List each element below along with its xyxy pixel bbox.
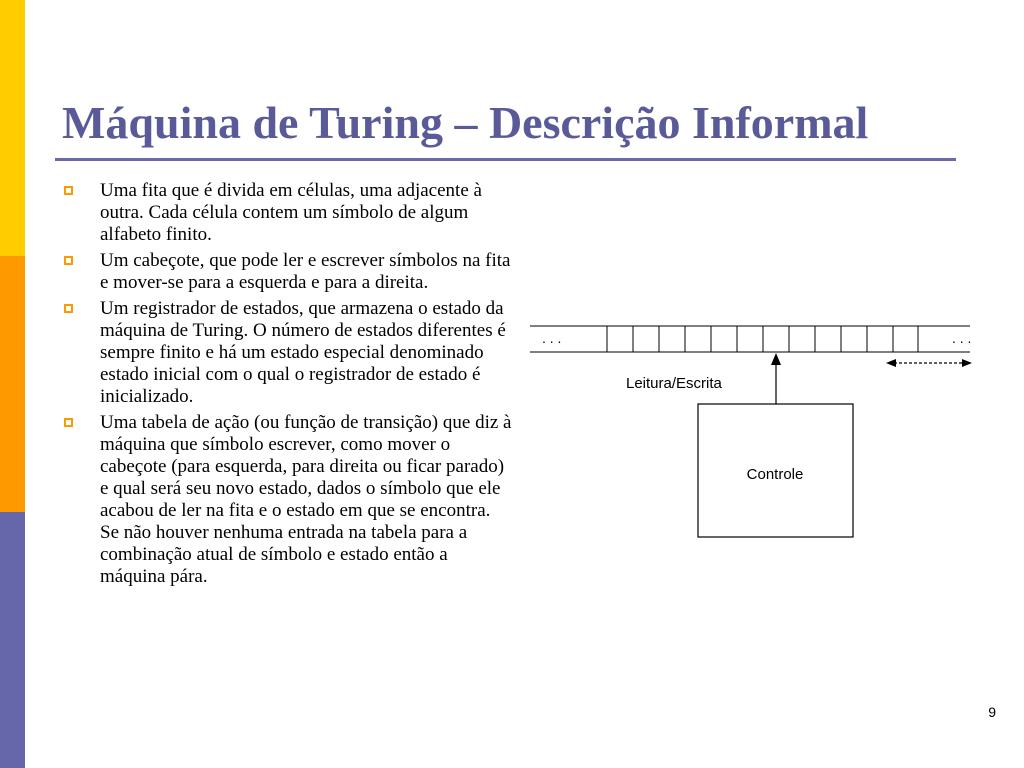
bullet-item xyxy=(62,412,512,588)
square-bullet-icon xyxy=(64,418,73,427)
head-arrow-icon xyxy=(771,353,781,404)
bullet-text: Um cabeçote, que pode ler e escrever símbolos na fita e mover-se para a esquerda e para a direita. xyxy=(100,250,511,293)
side-bar-yellow xyxy=(0,0,25,256)
square-bullet-icon xyxy=(64,304,73,313)
side-bar-orange xyxy=(0,256,25,512)
head-label: Leitura/Escrita xyxy=(626,375,722,392)
move-arrow-icon xyxy=(886,359,972,367)
bullet-text: Uma fita que é divida em células, uma adjacente à outra. Cada célula contem um símbolo de algum alfabeto finito. xyxy=(100,180,482,245)
page-number: 9 xyxy=(988,704,996,720)
square-bullet-icon xyxy=(64,256,73,265)
bullet-item xyxy=(62,180,512,246)
turing-machine-diagram xyxy=(530,315,990,545)
side-bar-blue xyxy=(0,512,25,768)
bullet-text: Uma tabela de ação (ou função de transição) que diz à máquina que símbolo escrever, como mover o cabeçote (para esquerda, para direita ou ficar parado) e qual será seu novo estado, dados o símbolo que ele acabou de ler na fita e o estado em que se encontra. Se não houver nenhuma entrada na tabela para a combinação atual de símbolo e estado então a máquina pára. xyxy=(100,412,512,587)
control-label: Controle xyxy=(746,466,804,483)
square-bullet-icon xyxy=(64,186,73,195)
tape-right-ellipsis: . . . xyxy=(952,330,972,346)
bullet-list xyxy=(62,180,512,592)
tape-left-ellipsis: . . . xyxy=(542,330,562,346)
bullet-item xyxy=(62,298,512,408)
tape xyxy=(530,326,970,352)
title-underline xyxy=(55,158,956,161)
bullet-item xyxy=(62,250,512,294)
slide-title: Máquina de Turing – Descrição Informal xyxy=(62,97,869,148)
bullet-text: Um registrador de estados, que armazena o estado da máquina de Turing. O número de estados diferentes é sempre finito e há um estado especial denominado estado inicial com o qual o registrador de estado é inicializado. xyxy=(100,298,506,407)
